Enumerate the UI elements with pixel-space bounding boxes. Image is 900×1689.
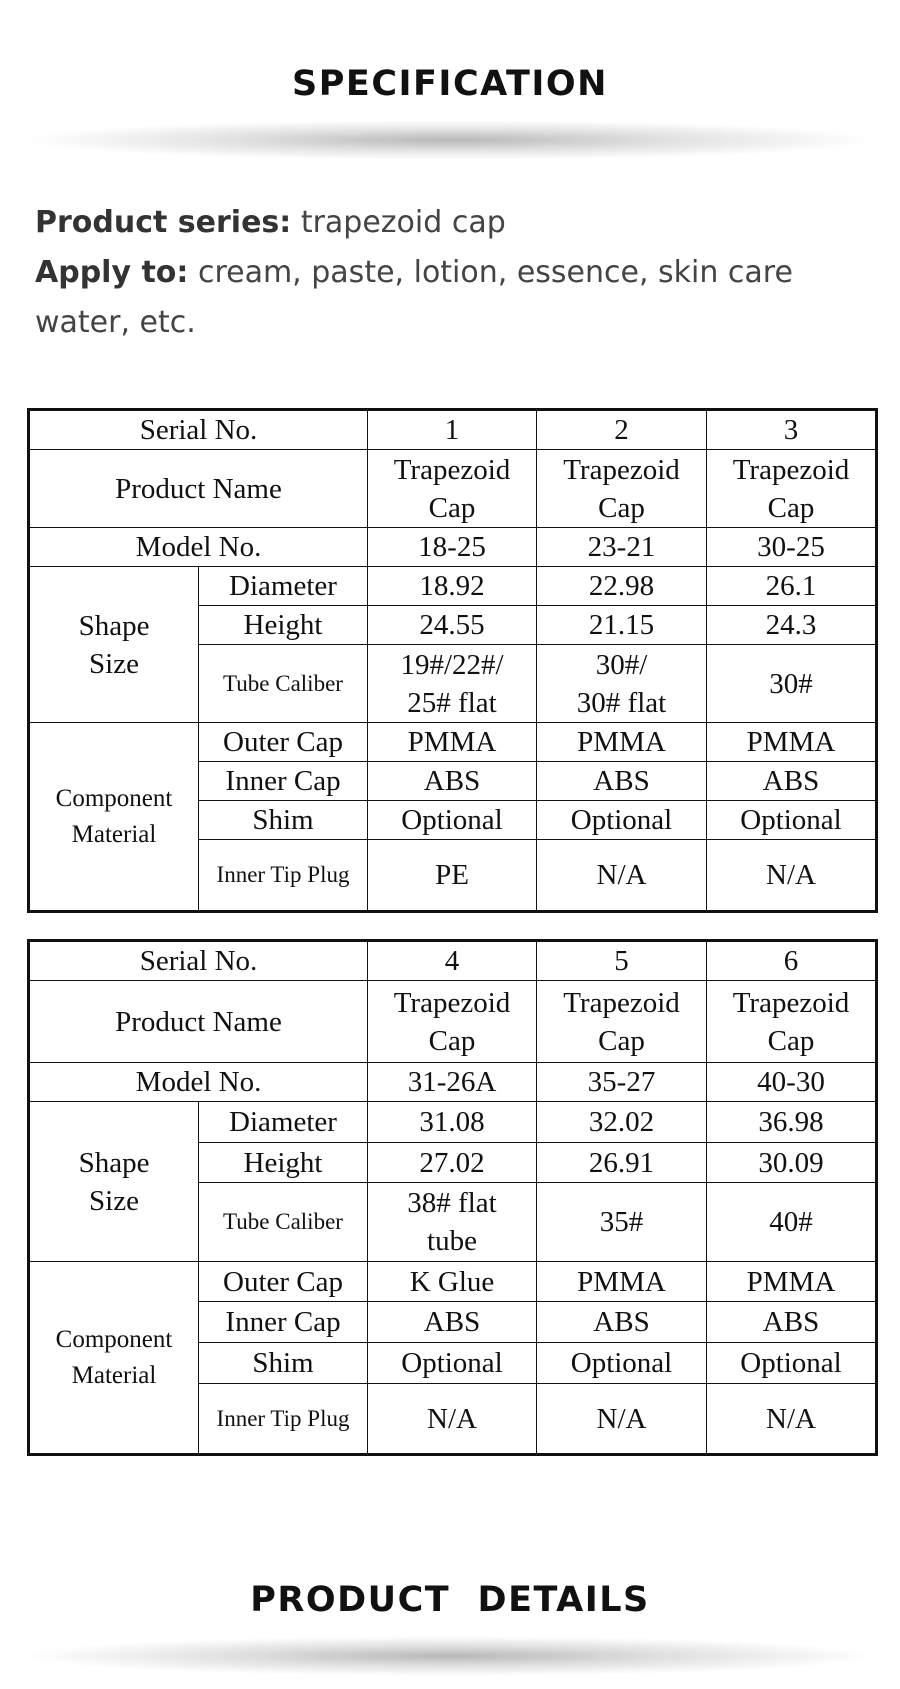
height-cell: 21.15 — [537, 606, 707, 645]
tube-caliber-label: Tube Caliber — [199, 645, 368, 723]
shim-cell: Optional — [707, 1343, 877, 1384]
spec-table-1 — [27, 408, 878, 913]
product-name-cell: Trapezoid Cap — [537, 981, 707, 1063]
inner-cap-cell: ABS — [707, 762, 877, 801]
shim-cell: Optional — [707, 801, 877, 840]
shim-cell: Optional — [368, 1343, 537, 1384]
table-row — [29, 981, 877, 1063]
inner-tip-plug-label: Inner Tip Plug — [199, 840, 368, 912]
shim-cell: Optional — [537, 801, 707, 840]
apply-to-label: Apply to: — [35, 255, 189, 290]
table-row — [29, 1063, 877, 1102]
serial-label: Serial No. — [29, 410, 368, 450]
tube-caliber-cell: 40# — [707, 1183, 877, 1262]
inner-cap-cell: ABS — [537, 762, 707, 801]
product-intro — [35, 198, 875, 348]
table-row — [29, 941, 877, 981]
serial-cell: 1 — [368, 410, 537, 450]
model-cell: 23-21 — [537, 528, 707, 567]
serial-cell: 6 — [707, 941, 877, 981]
serial-cell: 3 — [707, 410, 877, 450]
outer-cap-cell: PMMA — [537, 1262, 707, 1302]
diameter-label: Diameter — [199, 1102, 368, 1143]
inner-tip-plug-cell: N/A — [537, 1384, 707, 1455]
inner-cap-label: Inner Cap — [199, 762, 368, 801]
diameter-label: Diameter — [199, 567, 368, 606]
table-row — [29, 450, 877, 528]
tube-caliber-cell: 38# flat tube — [368, 1183, 537, 1262]
product-series-label: Product series: — [35, 205, 292, 240]
tube-caliber-cell: 30#/ 30# flat — [537, 645, 707, 723]
component-material-label: Component Material — [29, 1262, 199, 1455]
shape-size-label: Shape Size — [29, 1102, 199, 1262]
outer-cap-cell: PMMA — [368, 723, 537, 762]
diameter-cell: 32.02 — [537, 1102, 707, 1143]
inner-cap-cell: ABS — [537, 1302, 707, 1343]
shim-cell: Optional — [368, 801, 537, 840]
model-label: Model No. — [29, 528, 368, 567]
product-name-label: Product Name — [29, 450, 368, 528]
diameter-cell: 31.08 — [368, 1102, 537, 1143]
specification-title: SPECIFICATION — [292, 64, 608, 104]
height-cell: 30.09 — [707, 1143, 877, 1183]
apply-to-line — [35, 248, 875, 348]
table-row — [29, 567, 877, 606]
model-label: Model No. — [29, 1063, 368, 1102]
tube-caliber-cell: 30# — [707, 645, 877, 723]
inner-tip-plug-label: Inner Tip Plug — [199, 1384, 368, 1455]
shape-size-label: Shape Size — [29, 567, 199, 723]
table-row — [29, 1262, 877, 1302]
product-name-cell: Trapezoid Cap — [537, 450, 707, 528]
height-cell: 27.02 — [368, 1143, 537, 1183]
product-name-cell: Trapezoid Cap — [707, 981, 877, 1063]
outer-cap-cell: K Glue — [368, 1262, 537, 1302]
product-name-cell: Trapezoid Cap — [368, 450, 537, 528]
model-cell: 35-27 — [537, 1063, 707, 1102]
product-series-value: trapezoid cap — [300, 205, 506, 240]
table-row — [29, 528, 877, 567]
table-row — [29, 410, 877, 450]
inner-cap-cell: ABS — [368, 1302, 537, 1343]
spec-table-2 — [27, 939, 878, 1456]
outer-cap-label: Outer Cap — [199, 1262, 368, 1302]
model-cell: 40-30 — [707, 1063, 877, 1102]
diameter-cell: 18.92 — [368, 567, 537, 606]
diameter-cell: 22.98 — [537, 567, 707, 606]
tube-caliber-label: Tube Caliber — [199, 1183, 368, 1262]
outer-cap-cell: PMMA — [707, 1262, 877, 1302]
inner-cap-cell: ABS — [707, 1302, 877, 1343]
tube-caliber-cell: 35# — [537, 1183, 707, 1262]
model-cell: 31-26A — [368, 1063, 537, 1102]
serial-cell: 4 — [368, 941, 537, 981]
serial-cell: 5 — [537, 941, 707, 981]
shim-label: Shim — [199, 801, 368, 840]
model-cell: 18-25 — [368, 528, 537, 567]
product-name-cell: Trapezoid Cap — [707, 450, 877, 528]
inner-tip-plug-cell: N/A — [707, 840, 877, 912]
apply-to-value: cream, paste, lotion, essence, skin care water, etc. — [35, 255, 793, 340]
table-row — [29, 1102, 877, 1143]
inner-tip-plug-cell: N/A — [707, 1384, 877, 1455]
product-name-label: Product Name — [29, 981, 368, 1063]
serial-label: Serial No. — [29, 941, 368, 981]
outer-cap-label: Outer Cap — [199, 723, 368, 762]
inner-tip-plug-cell: N/A — [537, 840, 707, 912]
height-cell: 26.91 — [537, 1143, 707, 1183]
shim-label: Shim — [199, 1343, 368, 1384]
height-cell: 24.55 — [368, 606, 537, 645]
table-row — [29, 723, 877, 762]
diameter-cell: 26.1 — [707, 567, 877, 606]
model-cell: 30-25 — [707, 528, 877, 567]
inner-cap-label: Inner Cap — [199, 1302, 368, 1343]
serial-cell: 2 — [537, 410, 707, 450]
inner-tip-plug-cell: PE — [368, 840, 537, 912]
diameter-cell: 36.98 — [707, 1102, 877, 1143]
height-cell: 24.3 — [707, 606, 877, 645]
outer-cap-cell: PMMA — [537, 723, 707, 762]
shim-cell: Optional — [537, 1343, 707, 1384]
height-label: Height — [199, 1143, 368, 1183]
product-details-title: PRODUCT DETAILS — [250, 1580, 650, 1620]
product-details-shadow-divider — [20, 1636, 880, 1676]
inner-tip-plug-cell: N/A — [368, 1384, 537, 1455]
title-shadow-divider — [20, 120, 880, 160]
inner-cap-cell: ABS — [368, 762, 537, 801]
tube-caliber-cell: 19#/22#/ 25# flat — [368, 645, 537, 723]
outer-cap-cell: PMMA — [707, 723, 877, 762]
height-label: Height — [199, 606, 368, 645]
product-name-cell: Trapezoid Cap — [368, 981, 537, 1063]
component-material-label: Component Material — [29, 723, 199, 912]
product-series-line — [35, 198, 875, 248]
